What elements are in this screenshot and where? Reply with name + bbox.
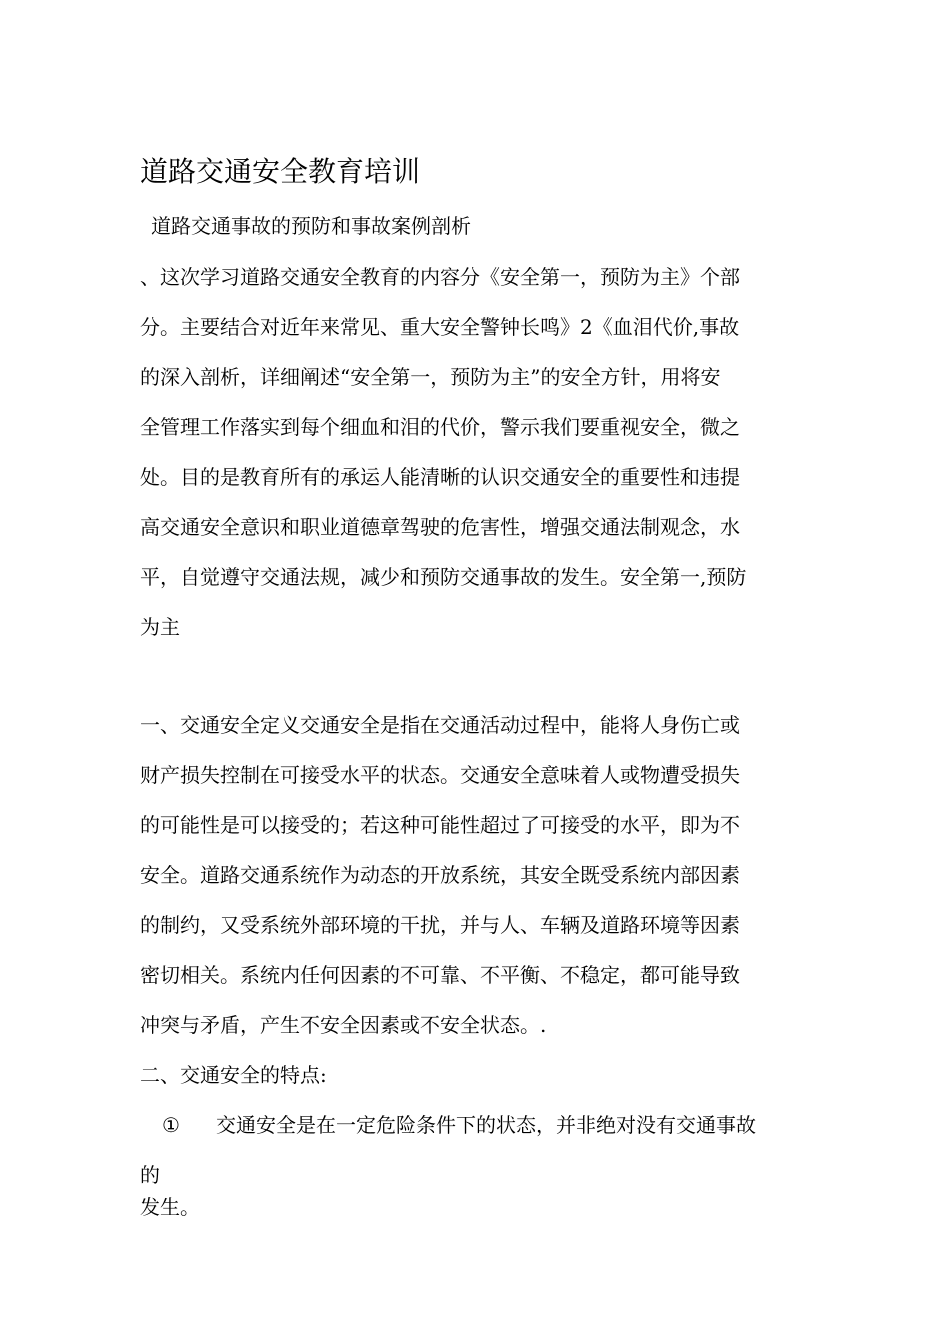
intro-line: 分。主要结合对近年来常见、重大安全警钟长鸣》2《血泪代价,事故 [140, 315, 740, 339]
intro-line: 全管理工作落实到每个细血和泪的代价，警示我们要重视安全，微之 [140, 415, 740, 439]
list-marker: ① [162, 1113, 180, 1137]
section1-line: 的制约，又受系统外部环境的干扰，并与人、车辆及道路环境等因素 [140, 913, 740, 937]
section1-line: 一、交通安全定义交通安全是指在交通活动过程中，能将人身伤亡或 [140, 713, 740, 737]
section1-line: 密切相关。系统内任何因素的不可靠、不平衡、不稳定，都可能导致 [140, 963, 740, 987]
document-title: 道路交通安全教育培训 [140, 155, 421, 188]
intro-line: 、这次学习道路交通安全教育的内容分《安全第一，预防为主》个部 [140, 265, 740, 289]
intro-line: 的深入剖析，详细阐述“安全第一，预防为主”的安全方针，用将安 [140, 365, 721, 389]
document-subtitle: 道路交通事故的预防和事故案例剖析 [151, 214, 471, 238]
list-item-text: 交通安全是在一定危险条件下的状态，并非绝对没有交通事故 [216, 1113, 756, 1137]
section1-line: 财产损失控制在可接受水平的状态。交通安全意味着人或物遭受损失 [140, 763, 740, 787]
section2-heading: 二、交通安全的特点: [140, 1063, 327, 1087]
list-item-wrap: 的 [140, 1163, 160, 1187]
intro-line: 平，自觉遵守交通法规，减少和预防交通事故的发生。安全第一,预防 [140, 565, 747, 589]
intro-line: 为主 [140, 615, 180, 639]
list-item-continuation: 发生。 [140, 1195, 200, 1219]
intro-line: 处。目的是教育所有的承运人能清晰的认识交通安全的重要性和违提 [140, 465, 740, 489]
section1-line: 冲突与矛盾，产生不安全因素或不安全状态。. [140, 1013, 547, 1037]
intro-line: 高交通安全意识和职业道德章驾驶的危害性，增强交通法制观念，水 [140, 515, 740, 539]
section1-line: 安全。道路交通系统作为动态的开放系统，其安全既受系统内部因素 [140, 863, 740, 887]
section1-line: 的可能性是可以接受的；若这种可能性超过了可接受的水平，即为不 [140, 813, 740, 837]
